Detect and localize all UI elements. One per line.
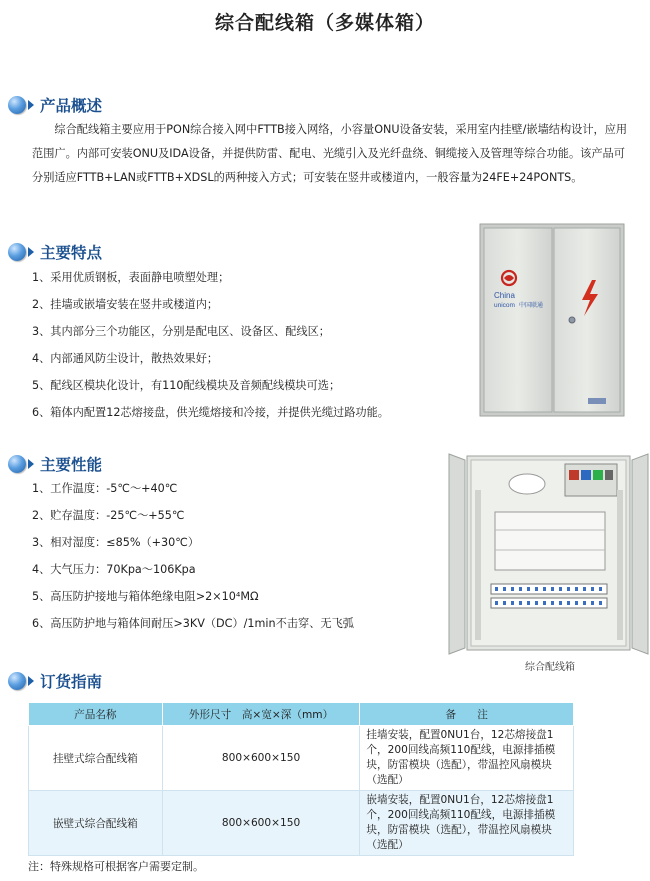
overview-text-block	[32, 118, 636, 190]
arrow-right-icon	[28, 459, 34, 469]
page-title: 综合配线箱（多媒体箱）	[214, 12, 435, 34]
section-title: 订货指南	[40, 672, 103, 691]
section-performance-heading	[8, 453, 102, 475]
nameplate	[588, 398, 606, 404]
overview-paragraph: 综合配线箱主要应用于PON综合接入网中FTTB接入网络，小容量ONU设备安装，采用室内挂壁/嵌墙结构设计，应用范围广。内部可安装ONU及IDA设备，并提供防雷、配电、光缆引入及光纤盘绕、铜缆接入及管理等综合功能。该产品可分别适应FTTB+LAN或FTTB+XDSL的两种接入方式；可安装在竖井或楼道内，一般容量为24FE+24PONTS。	[32, 123, 628, 184]
features-list	[32, 264, 389, 426]
brand-en-2: unicom	[494, 302, 515, 309]
list-item: 1、采用优质钢板，表面静电喷塑处理；	[32, 271, 230, 284]
note-cell: 嵌墙安装，配置0NU1台，12芯熔接盘1个，200回线高频110配线，电源排插模块，防雷模块（选配），带温控风扇模块（选配）	[360, 791, 574, 856]
blue-orb-bullet-icon	[8, 672, 26, 690]
list-item: 4、内部通风防尘设计，散热效果好；	[32, 352, 219, 365]
section-title: 主要性能	[40, 455, 103, 474]
list-item: 6、高压防护地与箱体间耐压>3KV（DC）/1min不击穿、无飞弧	[32, 617, 354, 630]
brand-cn: 中国联通	[519, 302, 544, 309]
list-item: 5、配线区模块化设计，有110配线模块及音频配线模块可选；	[32, 379, 341, 392]
section-title: 产品概述	[40, 96, 103, 115]
column-header: 外形尺寸 高×宽×深（mm）	[162, 703, 360, 726]
list-item: 1、工作温度：-5℃～+40℃	[32, 482, 178, 495]
list-item: 4、大气压力：70Kpa～106Kpa	[32, 563, 196, 576]
table-header-row	[29, 703, 574, 726]
performance-list	[32, 475, 354, 637]
list-item: 6、箱体内配置12芯熔接盘，供光缆熔接和冷接，并提供光缆过路功能。	[32, 406, 389, 419]
table-row	[29, 726, 574, 791]
product-name-cell: 挂壁式综合配线箱	[29, 726, 163, 791]
column-header: 备 注	[360, 703, 574, 726]
column-header: 产品名称	[29, 703, 163, 726]
footnote: 注：特殊规格可根据客户需要定制。	[28, 860, 204, 873]
closed-cabinet-image	[478, 222, 626, 418]
table-row	[29, 791, 574, 856]
open-cabinet-image	[447, 450, 650, 656]
list-item: 2、挂墙或嵌墙安装在竖井或楼道内；	[32, 298, 219, 311]
size-cell: 800×600×150	[162, 791, 360, 856]
image-caption: 综合配线箱	[525, 662, 575, 673]
brand-en-1: China	[494, 291, 515, 300]
list-item: 5、高压防护接地与箱体绝缘电阻>2×10⁴MΩ	[32, 590, 259, 603]
list-item: 3、相对湿度：≤85%（+30℃）	[32, 536, 200, 549]
list-item: 3、其内部分三个功能区，分别是配电区、设备区、配线区；	[32, 325, 330, 338]
section-title: 主要特点	[40, 243, 103, 262]
arrow-right-icon	[28, 100, 34, 110]
note-cell: 挂墙安装，配置0NU1台，12芯熔接盘1个，200回线高频110配线，电源排插模块，防雷模块（选配），带温控风扇模块（选配）	[360, 726, 574, 791]
blue-orb-bullet-icon	[8, 96, 26, 114]
section-ordering-heading	[8, 670, 102, 692]
list-item: 2、贮存温度：-25℃～+55℃	[32, 509, 185, 522]
section-overview-heading	[8, 94, 102, 116]
section-features-heading	[8, 241, 102, 263]
size-cell: 800×600×150	[162, 726, 360, 791]
arrow-right-icon	[28, 247, 34, 257]
product-name-cell: 嵌壁式综合配线箱	[29, 791, 163, 856]
blue-orb-bullet-icon	[8, 243, 26, 261]
ordering-table	[28, 702, 574, 856]
blue-orb-bullet-icon	[8, 455, 26, 473]
arrow-right-icon	[28, 676, 34, 686]
